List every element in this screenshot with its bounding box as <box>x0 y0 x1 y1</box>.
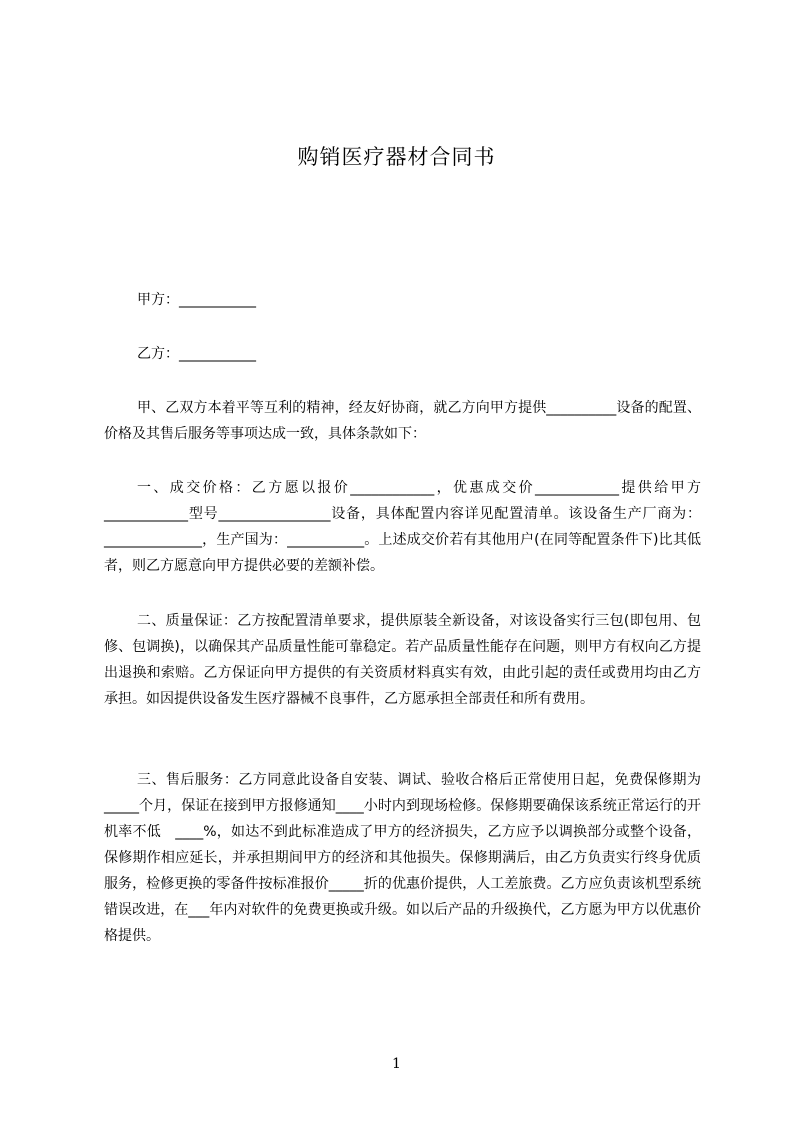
document-title: 购销医疗器材合同书 <box>297 145 496 169</box>
clause-quality: 二、质量保证：乙方按配置清单要求，提供原装全新设备，对该设备实行三包(即包用、包修、包调换)，以确保其产品质量性能可靠稳定。若产品质量性能存在问题，则甲方有权向乙方提出退换和索赔。乙方保证向甲方提供的有关资质材料真实有效，由此引起的责任或费用均由乙方承担。如因提供设备发生医疗器械不良事件，乙方愿承担全部责任和所有费用。 <box>104 613 701 707</box>
page-number: 1 <box>392 1056 401 1072</box>
intro-paragraph: 甲、乙双方本着平等互利的精神，经友好协商，就乙方向甲方提供__________设备的配置、价格及其售后服务等事项达成一致，具体条款如下： <box>104 400 701 442</box>
party-b-line: 乙方：___________ <box>137 346 256 362</box>
party-a-line: 甲方：___________ <box>137 292 256 308</box>
clause-price: 一、成交价格：乙方愿以报价____________，优惠成交价____________提供给甲方____________型号________________设备，具体配置内容详见配置清单。该设备生产厂商为：______________，生产国为：___________。上述成交价若有其他用户(在同等配置条件下)比其低者，则乙方愿意向甲方提供必要的差额补偿。 <box>104 480 701 574</box>
clause-after-sales: 三、售后服务：乙方同意此设备自安装、调试、验收合格后正常使用日起，免费保修期为_____个月，保证在接到甲方报修通知____小时内到现场检修。保修期要确保该系统正常运行的开机率不低 ____%，如达不到此标准造成了甲方的经济损失，乙方应予以调换部分或整个设备，保修期作相应延长，并承担期间甲方的经济和其他损失。保修期满后，由乙方负责实行终身优质服务，检修更换的零备件按标准报价_____折的优惠价提供，人工差旅费。乙方应负责该机型系统错误改进，在___年内对软件的免费更换或升级。如以后产品的升级换代，乙方愿为甲方以优惠价格提供。 <box>104 772 701 944</box>
